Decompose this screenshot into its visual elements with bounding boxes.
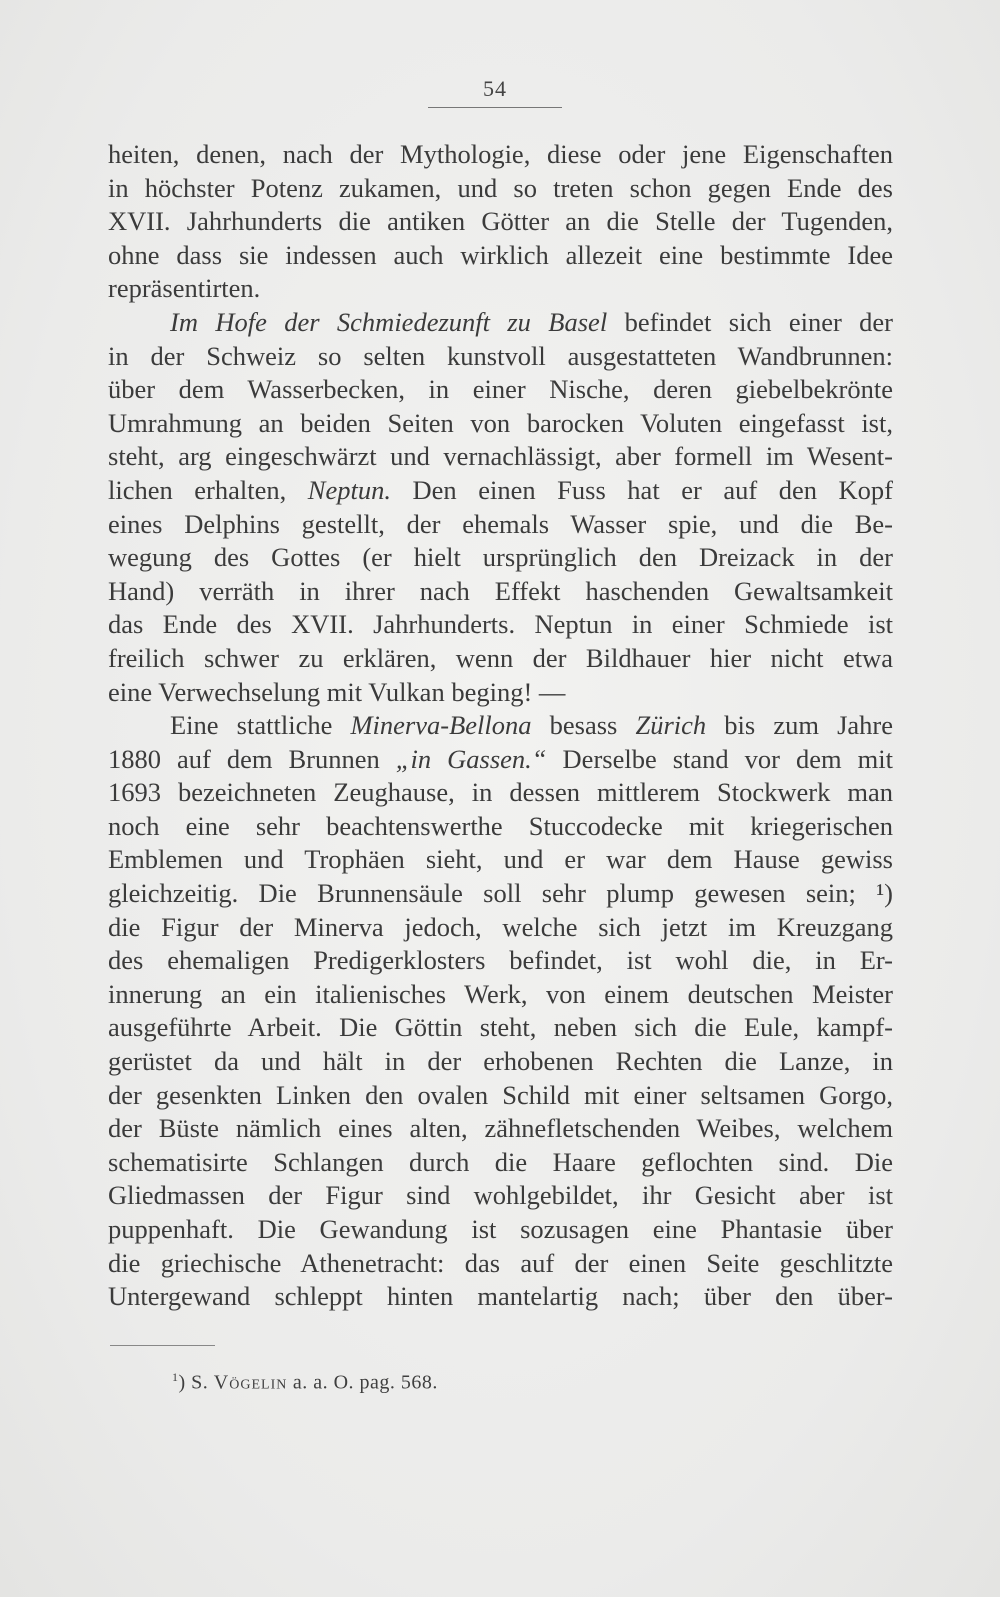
text-line [108,373,893,407]
text-line [108,508,893,542]
italic-text: Im Hofe der Schmiedezunft zu Basel [170,306,608,337]
text-line [108,743,893,777]
text-line [108,1079,893,1113]
text-segment: lichen erhalten, [108,474,308,505]
text-line [108,541,893,575]
italic-text: Zürich [635,710,707,741]
text-segment: bis zum Jahre [706,710,893,741]
text-segment: 1880 auf dem Brunnen [108,743,396,774]
footnote [172,1370,438,1395]
text-line [108,272,893,306]
text-line [108,911,893,945]
text-segment: steht, arg eingeschwärzt und vernachlässigt, aber formell im Wesent- [108,441,893,472]
text-segment: die Figur der Minerva jedoch, welche sich jetzt im Kreuzgang [108,911,893,942]
text-line [108,1146,893,1180]
text-line [108,608,893,642]
body-text [108,138,893,1314]
text-line [108,440,893,474]
text-line [108,239,893,273]
italic-text: Neptun. [307,474,391,505]
text-segment: des ehemaligen Predigerklosters befindet, ist wohl die, in Er- [108,945,893,976]
footnote-prefix: ) S. [178,1371,214,1394]
text-line [108,1280,893,1314]
text-segment: eines Delphins gestellt, der ehemals Wasser spie, und die Be- [108,508,893,539]
text-line [108,1011,893,1045]
text-line [108,810,893,844]
text-line [108,138,893,172]
text-line [108,306,893,340]
text-line [108,1179,893,1213]
text-line [108,776,893,810]
text-segment: Untergewand schleppt hinten mantelartig nach; über den über- [108,1281,893,1312]
text-line [108,676,893,710]
text-segment: das Ende des XVII. Jahrhunderts. Neptun in einer Schmiede ist [108,609,893,640]
text-segment: besass [531,710,636,741]
text-segment: innerung an ein italienisches Werk, von einem deutschen Meister [108,978,893,1009]
text-segment: Derselbe stand vor dem mit [546,743,893,774]
footnote-marker: 1 [172,1370,179,1384]
text-segment: der gesenkten Linken den ovalen Schild mit einer seltsamen Gorgo, [108,1079,893,1110]
text-segment: der Büste nämlich eines alten, zähnefletschenden Weibes, welchem [108,1113,893,1144]
text-segment: in der Schweiz so selten kunstvoll ausgestatteten Wandbrunnen: [108,340,893,371]
text-segment: puppenhaft. Die Gewandung ist sozusagen eine Phantasie über [108,1214,893,1244]
text-line [108,1213,893,1247]
text-segment: wegung des Gottes (er hielt ursprünglich den Dreizack in der [108,542,893,573]
footnote-author: Vögelin [213,1371,288,1394]
text-segment: ohne dass sie indessen auch wirklich allezeit eine bestimmte Idee [108,239,893,270]
text-segment: Gliedmassen der Figur sind wohlgebildet, ihr Gesicht aber ist [108,1180,893,1211]
text-segment: freilich schwer zu erklären, wenn der Bildhauer hier nicht etwa [108,642,893,673]
text-segment: befindet sich einer der [607,306,893,337]
text-line [108,205,893,239]
text-segment: über dem Wasserbecken, in einer Nische, deren giebelbekrönte [108,374,893,405]
page-number: 54 [483,76,507,101]
text-segment: Umrahmung an beiden Seiten von barocken Voluten eingefasst ist, [108,407,893,438]
text-segment: Eine stattliche [170,710,351,741]
text-line [108,709,893,743]
italic-text: „in Gassen.“ [395,743,547,774]
footnote-rule [110,1345,215,1346]
text-segment: die griechische Athenetracht: das auf der einen Seite geschlitzte [108,1247,893,1278]
text-line [108,474,893,508]
text-segment: 1693 bezeichneten Zeughause, in dessen mittlerem Stockwerk man [108,777,893,808]
text-line [108,1045,893,1079]
text-line [108,642,893,676]
text-line [108,843,893,877]
italic-text: Minerva-Bellona [350,710,532,741]
text-segment: repräsentirten. [108,273,261,304]
text-segment: in höchster Potenz zukamen, und so treten schon gegen Ende des [108,172,893,203]
text-segment: Emblemen und Trophäen sieht, und er war dem Hause gewiss [108,844,893,875]
text-segment: noch eine sehr beachtenswerthe Stuccodecke mit kriegerischen [108,810,893,841]
header-rule [428,107,562,108]
text-line [108,172,893,206]
text-line [108,575,893,609]
text-line [108,407,893,441]
text-segment: Den einen Fuss hat er auf den Kopf [390,474,893,505]
text-line [108,1112,893,1146]
text-segment: ausgeführte Arbeit. Die Göttin steht, neben sich die Eule, kampf- [108,1012,893,1043]
text-segment: heiten, denen, nach der Mythologie, diese oder jene Eigenschaften [108,139,893,169]
text-line [108,877,893,911]
text-line [108,1247,893,1281]
text-segment: eine Verwechselung mit Vulkan beging! — [108,676,566,707]
text-segment: gleichzeitig. Die Brunnensäule soll sehr plump gewesen sein; ¹) [108,878,893,909]
text-line [108,340,893,374]
text-segment: XVII. Jahrhunderts die antiken Götter an die Stelle der Tugenden, [108,206,893,237]
text-line [108,978,893,1012]
text-segment: Hand) verräth in ihrer nach Effekt haschenden Gewaltsamkeit [108,575,893,606]
text-segment: gerüstet da und hält in der erhobenen Rechten die Lanze, in [108,1046,893,1077]
text-segment: schematisirte Schlangen durch die Haare geflochten sind. Die [108,1146,893,1177]
text-line [108,944,893,978]
footnote-rest: a. a. O. pag. 568. [287,1371,438,1394]
